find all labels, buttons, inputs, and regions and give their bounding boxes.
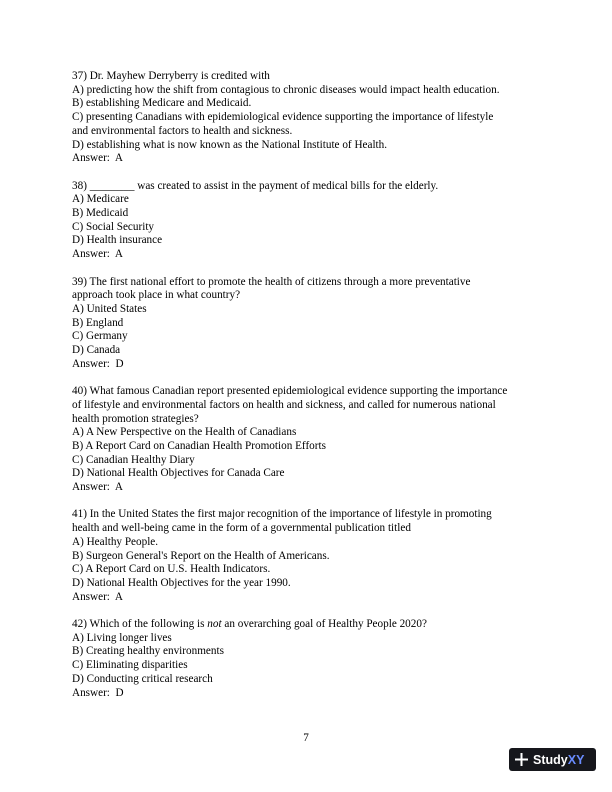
- option-d: D) Canada: [72, 344, 121, 357]
- question-stem-continued: of lifestyle and environmental factors on health and sickness, and called for numerous national: [72, 398, 496, 411]
- option-d: D) Health insurance: [72, 234, 163, 247]
- badge-brand: Study: [533, 752, 568, 767]
- stem-after: an overarching goal of Healthy People 2020?: [221, 618, 427, 631]
- answer: Answer: D: [72, 357, 124, 370]
- option-a: A) Living longer lives: [72, 631, 172, 644]
- question-stem: [72, 618, 542, 632]
- option-b: B) A Report Card on Canadian Health Promotion Efforts: [72, 439, 326, 452]
- option-b: B) Creating healthy environments: [72, 645, 224, 658]
- question-stem: 38) ________ was created to assist in the payment of medical bills for the elderly.: [72, 179, 439, 192]
- stem-before: 42) Which of the following is: [72, 618, 208, 631]
- question-list: [72, 70, 542, 714]
- question-stem: 41) In the United States the first major recognition of the importance of lifestyle in promoting: [72, 508, 492, 521]
- page-number: 7: [303, 732, 309, 744]
- option-c: C) A Report Card on U.S. Health Indicators.: [72, 563, 271, 576]
- question-stem: 39) The first national effort to promote the health of citizens through a more preventative: [72, 275, 471, 288]
- question-stem-continued: health and well-being came in the form of a governmental publication titled: [72, 522, 411, 535]
- option-b: B) Surgeon General's Report on the Health of Americans.: [72, 549, 330, 562]
- badge-brand-accent: XY: [567, 752, 585, 767]
- option-c: C) Social Security: [72, 220, 155, 233]
- option-c: C) Eliminating disparities: [72, 659, 188, 672]
- answer: Answer: A: [72, 590, 123, 603]
- option-a: A) A New Perspective on the Health of Canadians: [72, 426, 297, 439]
- option-a: A) Medicare: [72, 193, 129, 206]
- option-a: A) predicting how the shift from contagious to chronic diseases would impact health education.: [72, 83, 500, 96]
- option-c: C) Germany: [72, 330, 128, 343]
- question-stem: 40) What famous Canadian report presented epidemiological evidence supporting the importance: [72, 385, 508, 398]
- answer: Answer: A: [72, 152, 123, 165]
- option-d: D) establishing what is now known as the National Institute of Health.: [72, 138, 388, 151]
- question-42: [72, 618, 542, 700]
- option-d: D) Conducting critical research: [72, 672, 213, 685]
- plus-icon: [515, 753, 528, 766]
- studyxy-badge[interactable]: [509, 748, 596, 771]
- question-39: [72, 276, 542, 372]
- option-c: C) presenting Canadians with epidemiological evidence supporting the importance of lifestyle: [72, 111, 494, 124]
- option-b: B) establishing Medicare and Medicaid.: [72, 97, 252, 110]
- answer: Answer: D: [72, 686, 124, 699]
- question-38: [72, 180, 542, 262]
- stem-emphasis: not: [207, 618, 222, 631]
- question-stem-continued: approach took place in what country?: [72, 289, 241, 302]
- option-d: D) National Health Objectives for the year 1990.: [72, 576, 291, 589]
- question-37: [72, 70, 542, 166]
- question-stem-continued: health promotion strategies?: [72, 412, 199, 425]
- question-41: [72, 508, 542, 604]
- answer: Answer: A: [72, 248, 123, 261]
- option-a: A) United States: [72, 302, 147, 315]
- option-b: B) England: [72, 316, 124, 329]
- option-d: D) National Health Objectives for Canada Care: [72, 467, 285, 480]
- option-b: B) Medicaid: [72, 207, 129, 220]
- question-stem: 37) Dr. Mayhew Derryberry is credited with: [72, 70, 270, 82]
- option-a: A) Healthy People.: [72, 535, 159, 548]
- question-40: [72, 385, 542, 495]
- option-c: C) Canadian Healthy Diary: [72, 453, 195, 466]
- answer: Answer: A: [72, 481, 123, 494]
- option-c-continued: and environmental factors to health and sickness.: [72, 124, 293, 137]
